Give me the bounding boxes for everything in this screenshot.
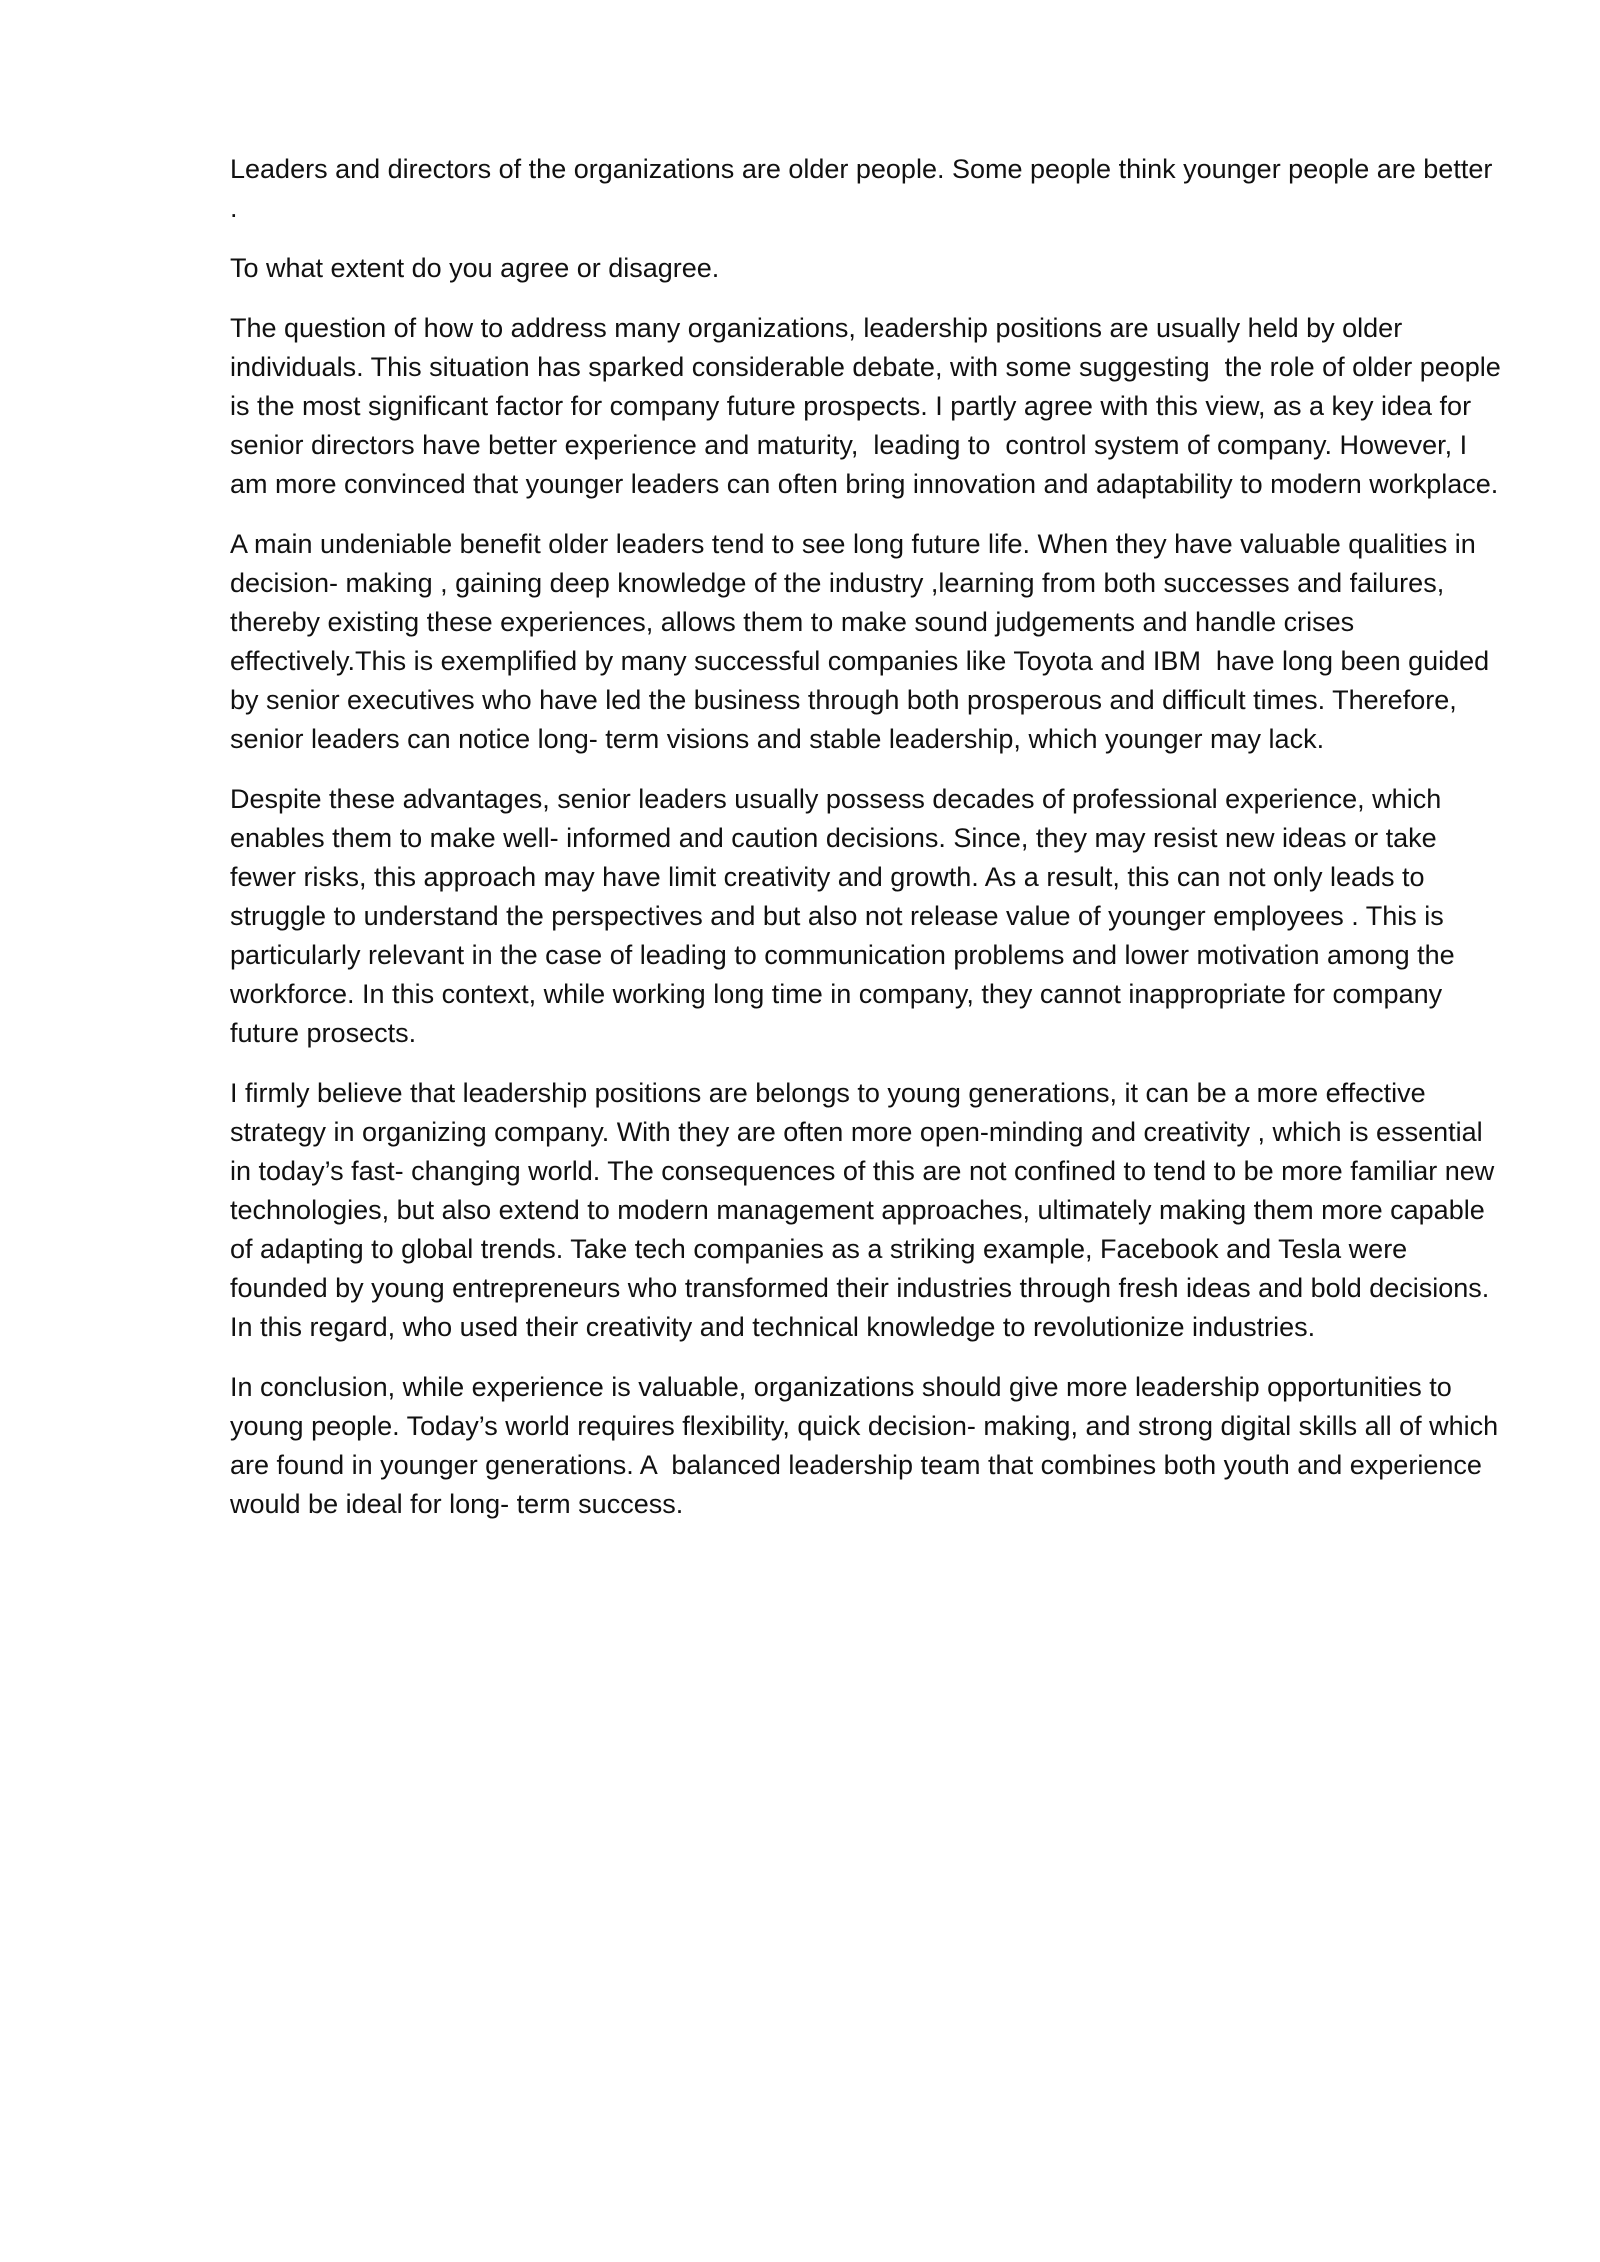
conclusion-paragraph: In conclusion, while experience is valuable, organizations should give more leadership opportunities to young people. Today’s world requires flexibility, quick decision- making, and strong digital skills all of which are found in younger generations. A balanced leadership team that combines both youth and experience would be ideal for long- term success. [230,1372,1506,1519]
body-paragraph-2: Despite these advantages, senior leaders usually possess decades of professional experience, which enables them to make well- informed and caution decisions. Since, they may resist new ideas or take fewer risks, this approach may have limit creativity and growth. As a result, this can not only leads to struggle to understand the perspectives and but also not release value of younger employees . This is particularly relevant in the case of leading to communication problems and lower motivation among the workforce. In this context, while working long time in company, they cannot inappropriate for company future prosects. [230,784,1463,1048]
essay-question: To what extent do you agree or disagree. [230,253,720,283]
essay-prompt: Leaders and directors of the organizations are older people. Some people think younger people are better . [230,154,1500,223]
body-paragraph-3: I firmly believe that leadership positions are belongs to young generations, it can be a more effective strategy in organizing company. With they are often more open-minding and creativity , which is essential in today’s fast- changing world. The consequences of this are not confined to tend to be more familiar new technologies, but also extend to modern management approaches, ultimately making them more capable of adapting to global trends. Take tech companies as a striking example, Facebook and Tesla were founded by young entrepreneurs who transformed their industries through fresh ideas and bold decisions. In this regard, who used their creativity and technical knowledge to revolutionize industries. [230,1078,1502,1342]
body-paragraph-1: A main undeniable benefit older leaders tend to see long future life. When they have valuable qualities in decision- making , gaining deep knowledge of the industry ,learning from both successes and failures, thereby existing these experiences, allows them to make sound judgements and handle crises effectively.This is exemplified by many successful companies like Toyota and IBM have long been guided by senior executives who have led the business through both prosperous and difficult times. Therefore, senior leaders can notice long- term visions and stable leadership, which younger may lack. [230,529,1497,754]
introduction-paragraph: The question of how to address many organizations, leadership positions are usually held by older individuals. This situation has sparked considerable debate, with some suggesting the role of older people is the most significant factor for company future prospects. I partly agree with this view, as a key idea for senior directors have better experience and maturity, leading to control system of company. However, I am more convinced that younger leaders can often bring innovation and adaptability to modern workplace. [230,313,1509,499]
document-body [230,150,1509,1545]
